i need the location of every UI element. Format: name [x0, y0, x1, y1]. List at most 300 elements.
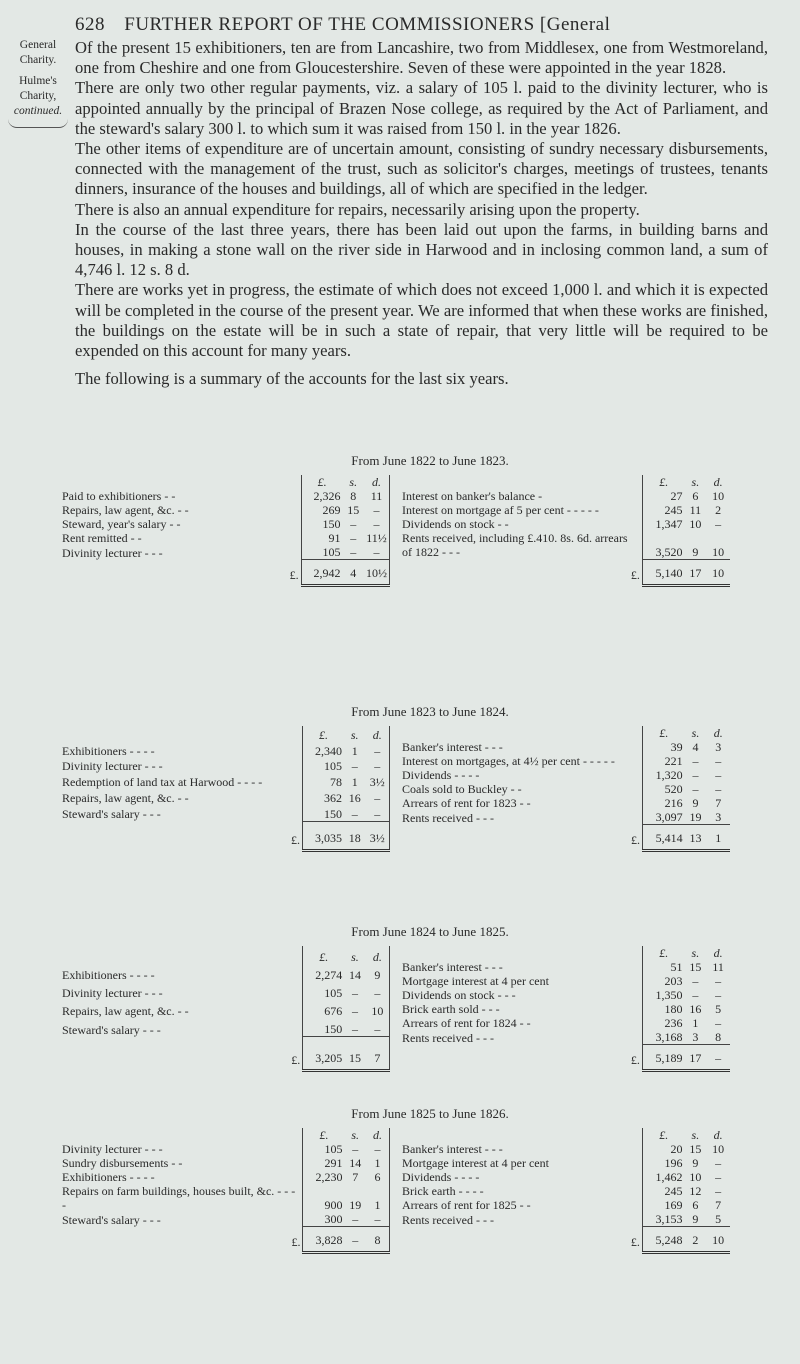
- left-side-table: [60, 1128, 390, 1258]
- pounds-value: 105: [301, 545, 342, 560]
- account-table: [60, 453, 760, 591]
- shillings-value: 14: [349, 1156, 362, 1170]
- pounds-value: 20: [642, 1142, 684, 1156]
- pounds-value: 245: [642, 1184, 684, 1198]
- account-caption: From June 1824 to June 1825.: [351, 924, 509, 939]
- shillings-value: 10: [689, 1170, 702, 1184]
- row-label: Exhibitioners - - - -: [62, 1170, 155, 1184]
- account-row: [400, 489, 730, 503]
- account-row: [60, 517, 390, 531]
- shillings-value: –: [352, 1142, 359, 1156]
- account-table: [60, 1106, 760, 1258]
- account-caption: From June 1825 to June 1826.: [351, 1106, 509, 1121]
- account-sides: [60, 475, 760, 591]
- total-row: [60, 821, 390, 850]
- pence-value: 1: [366, 1156, 390, 1170]
- account-row: [400, 1156, 730, 1170]
- total-shillings: 17: [685, 1045, 707, 1071]
- pounds-value: 105: [303, 982, 345, 1000]
- shillings-value: 6: [692, 489, 699, 504]
- pounds-value: 2,230: [303, 1170, 345, 1184]
- row-label: Repairs on farm buildings, houses built, &c. - - - -: [62, 1184, 296, 1212]
- pounds-value: 2,274: [303, 964, 345, 982]
- account-row: [60, 742, 390, 758]
- pounds-value: 196: [642, 1156, 684, 1170]
- account-caption: From June 1823 to June 1824.: [351, 704, 509, 719]
- row-label: Arrears of rent for 1823 - -: [402, 796, 531, 810]
- shillings-value: –: [692, 768, 699, 782]
- pounds-value: 216: [643, 796, 685, 810]
- shillings-value: –: [351, 806, 358, 821]
- account-table: [60, 704, 760, 856]
- paragraph: In the course of the last three years, there has been laid out upon the farms, in building barns and houses, in making a stone wall on the river side in Harwood and in inclosing common land, a sum of 4,746 l. 12 s. 8 d.: [75, 219, 768, 280]
- account-caption: From June 1822 to June 1823.: [351, 453, 509, 468]
- total-pence: 10½: [364, 560, 390, 586]
- pence-value: 11: [712, 960, 724, 974]
- pence-value: –: [364, 545, 390, 560]
- row-label: Steward's salary - - -: [62, 1212, 161, 1227]
- total-shillings: 18: [344, 821, 365, 850]
- row-label: Dividends - - - -: [402, 768, 480, 782]
- header-spacer: [60, 1128, 303, 1142]
- column-header: £.: [303, 946, 345, 964]
- account-row: [400, 531, 730, 559]
- shillings-value: –: [351, 1004, 358, 1019]
- account-row: [60, 1018, 390, 1037]
- pounds-value: 150: [301, 517, 342, 531]
- total-pounds: 3,828: [303, 1227, 345, 1253]
- shillings-value: 16: [689, 1002, 702, 1016]
- pounds-value: 362: [302, 789, 344, 805]
- right-side-table: [400, 946, 730, 1076]
- pence-value: –: [715, 1016, 722, 1030]
- account-table: [60, 924, 760, 1076]
- double-rule: [60, 1071, 390, 1077]
- pounds-value: 2,326: [301, 489, 342, 503]
- account-row: [400, 768, 730, 782]
- total-row: [60, 560, 390, 586]
- rule-spacer: [60, 1253, 303, 1259]
- account-row: [400, 1212, 730, 1227]
- column-header-row: [60, 946, 390, 964]
- margin-note: [4, 38, 72, 128]
- column-header: d.: [366, 1128, 390, 1142]
- rule-line: [642, 586, 730, 592]
- column-header: d.: [713, 475, 723, 490]
- column-header: d.: [364, 475, 390, 489]
- double-rule: [400, 1253, 730, 1259]
- running-header: [75, 14, 775, 36]
- row-label: Repairs, law agent, &c. - -: [62, 503, 189, 517]
- double-rule: [400, 851, 730, 857]
- row-label: Interest on banker's balance -: [402, 489, 543, 504]
- pence-value: –: [366, 1142, 390, 1156]
- pounds-value: 221: [643, 754, 685, 768]
- pence-value: –: [715, 768, 722, 782]
- total-shillings: 2: [685, 1227, 707, 1253]
- row-label: Arrears of rent for 1825 - -: [402, 1198, 531, 1212]
- account-row: [400, 503, 730, 517]
- pounds-value: 51: [642, 960, 684, 974]
- pounds-value: 291: [303, 1156, 345, 1170]
- pence-value: –: [715, 988, 722, 1002]
- shillings-value: 9: [692, 1156, 699, 1170]
- column-header-row: [60, 726, 390, 742]
- header-spacer: [60, 726, 302, 742]
- row-label: Divinity lecturer - - -: [62, 986, 163, 1001]
- row-label: Divinity lecturer - - -: [62, 545, 163, 560]
- pounds-value: 27: [642, 489, 684, 503]
- account-row: [400, 1198, 730, 1212]
- row-label: Exhibitioners - - - -: [62, 968, 155, 983]
- pounds-value: 676: [303, 1000, 345, 1018]
- header-spacer: [400, 946, 642, 960]
- row-label: Exhibitioners - - - -: [62, 743, 155, 758]
- pence-value: 10: [712, 544, 725, 559]
- column-header: s.: [350, 727, 359, 742]
- pence-value: –: [365, 758, 389, 774]
- column-header: £.: [301, 475, 342, 489]
- paragraph: Of the present 15 exhibitioners, ten are from Lancashire, two from Middlesex, one from Westmoreland, one from Cheshire and one from Gloucestershire. Seven of these were appointed in the year 1828.: [75, 38, 768, 78]
- account-row: [400, 974, 730, 988]
- shillings-value: 1: [351, 775, 358, 790]
- row-label: Brick earth - - - -: [402, 1184, 484, 1198]
- rule-line: [302, 851, 389, 857]
- total-shillings: 4: [343, 560, 364, 586]
- header-spacer: [60, 475, 301, 489]
- pence-value: –: [715, 1156, 722, 1170]
- column-header: £.: [642, 475, 684, 489]
- rule-line: [643, 851, 730, 857]
- pence-value: –: [366, 1018, 390, 1037]
- pence-value: 11½: [364, 531, 390, 545]
- column-header: d.: [366, 946, 390, 964]
- total-pence: 7: [366, 1037, 390, 1071]
- shillings-value: –: [351, 986, 358, 1001]
- account-row: [400, 1030, 730, 1045]
- account-row: [400, 796, 730, 810]
- account-row: [400, 988, 730, 1002]
- column-header-row: [400, 946, 730, 960]
- pence-value: –: [365, 789, 389, 805]
- account-row: [60, 1212, 390, 1227]
- shillings-value: 3: [692, 1030, 699, 1044]
- column-header: s.: [691, 726, 700, 740]
- row-label: Mortgage interest at 4 per cent: [402, 974, 549, 988]
- pence-value: 10: [712, 1142, 725, 1156]
- total-pence: 1: [706, 825, 730, 851]
- rule-spacer: [60, 851, 302, 857]
- paragraph: There is also an annual expenditure for repairs, necessarily arising upon the property.: [75, 199, 640, 219]
- shillings-value: 7: [352, 1170, 359, 1184]
- pence-value: –: [715, 1184, 722, 1198]
- account-row: [400, 740, 730, 754]
- shillings-value: –: [350, 531, 357, 545]
- column-header-row: [400, 1128, 730, 1142]
- shillings-value: –: [350, 517, 357, 531]
- account-row: [60, 503, 390, 517]
- pounds-value: 900: [303, 1184, 345, 1212]
- rule-line: [642, 1253, 730, 1259]
- pence-value: 6: [366, 1170, 390, 1184]
- left-side-table: [60, 726, 390, 856]
- pence-value: 9: [366, 964, 390, 982]
- pounds-value: 39: [643, 740, 685, 754]
- account-row: [400, 1002, 730, 1016]
- row-label: Rents received - - -: [402, 1212, 494, 1227]
- row-label: Arrears of rent for 1824 - -: [402, 1016, 531, 1030]
- row-label: Repairs, law agent, &c. - -: [62, 1004, 189, 1019]
- row-label: Banker's interest - - -: [402, 1142, 503, 1156]
- total-row: [400, 1045, 730, 1071]
- column-header-row: [60, 475, 390, 489]
- total-pence: 10: [706, 559, 730, 585]
- pounds-value: 2,340: [302, 742, 344, 758]
- page-number: 628: [75, 14, 105, 35]
- account-row: [60, 758, 390, 774]
- total-shillings: –: [344, 1227, 365, 1253]
- shillings-value: 15: [689, 1142, 702, 1156]
- shillings-value: 6: [692, 1198, 699, 1212]
- shillings-value: 19: [349, 1198, 362, 1212]
- pounds-value: 236: [642, 1016, 684, 1030]
- pounds-value: 150: [302, 805, 344, 821]
- pounds-value: 105: [302, 758, 344, 774]
- account-row: [60, 1156, 390, 1170]
- shillings-value: 15: [347, 503, 360, 517]
- account-sides: [60, 726, 760, 856]
- right-side-table: [400, 726, 730, 856]
- brace-decoration: [8, 119, 68, 128]
- body-text: [75, 38, 768, 389]
- shillings-value: –: [692, 988, 699, 1002]
- column-header: £.: [642, 946, 684, 960]
- row-label: Dividends on stock - - -: [402, 988, 516, 1002]
- row-label: Sundry disbursements - -: [62, 1156, 183, 1170]
- pence-value: 10: [712, 489, 725, 504]
- column-header: £.: [302, 726, 344, 742]
- pounds-value: 3,153: [642, 1212, 684, 1227]
- pence-value: 11: [364, 489, 390, 503]
- column-header: s.: [349, 475, 358, 489]
- margin-note-line: continued.: [13, 105, 63, 117]
- account-row: [60, 773, 390, 789]
- total-label: £.: [630, 1234, 640, 1249]
- pounds-value: 1,320: [643, 768, 685, 782]
- paragraph: The other items of expenditure are of uncertain amount, consisting of sundry necessary disbursements, connected with the management of the trust, such as solicitor's charges, meetings of trustees, tenants dinners, insurance of the houses and buildings, all of which are specified in the ledger.: [75, 139, 768, 199]
- column-header-row: [400, 726, 730, 740]
- total-shillings: 17: [685, 559, 707, 585]
- shillings-value: 14: [348, 968, 361, 983]
- total-pence: 8: [366, 1227, 390, 1253]
- shillings-value: –: [692, 782, 699, 796]
- row-label: Redemption of land tax at Harwood - - - -: [62, 775, 263, 790]
- rule-spacer: [60, 1071, 303, 1077]
- pence-value: –: [715, 1170, 722, 1184]
- total-label: £.: [631, 832, 641, 847]
- total-row: [60, 1037, 390, 1071]
- pence-value: 10: [366, 1000, 390, 1018]
- header-spacer: [400, 475, 642, 489]
- shillings-value: 16: [348, 790, 361, 805]
- total-row: [400, 559, 730, 585]
- row-label: Rents received, including £.410. 8s. 6d. arrears of 1822 - - -: [402, 531, 628, 560]
- shillings-value: –: [351, 759, 358, 774]
- shillings-value: 9: [692, 544, 699, 559]
- rule-line: [642, 1071, 730, 1077]
- column-header: s.: [691, 475, 700, 490]
- total-pence: 3½: [365, 821, 389, 850]
- shillings-value: 4: [692, 740, 699, 754]
- pence-value: –: [366, 1212, 390, 1227]
- shillings-value: 9: [692, 796, 699, 810]
- pence-value: –: [715, 782, 722, 796]
- shillings-value: –: [352, 1212, 359, 1226]
- pounds-value: 1,347: [642, 517, 684, 531]
- pounds-value: 3,520: [642, 531, 684, 559]
- pence-value: –: [365, 742, 389, 758]
- account-row: [60, 1142, 390, 1156]
- pence-value: 7: [715, 1198, 722, 1212]
- paragraph: There are works yet in progress, the estimate of which does not exceed 1,000 l. and which it is expected will be completed in the course of the present year. We are informed that when these works are finished, the buildings on the estate will be in such a state of repair, that very little will be required to be expended on this account for many years.: [75, 280, 768, 361]
- pence-value: –: [366, 982, 390, 1000]
- shillings-value: –: [351, 1022, 358, 1037]
- header-spacer: [400, 726, 643, 740]
- pounds-value: 180: [642, 1002, 684, 1016]
- pounds-value: 169: [642, 1198, 684, 1212]
- row-label: Dividends on stock - -: [402, 517, 509, 532]
- account-row: [60, 805, 390, 821]
- rule-spacer: [400, 1253, 642, 1259]
- shillings-value: 19: [689, 810, 702, 824]
- pence-value: 8: [715, 1030, 722, 1044]
- account-sides: [60, 946, 760, 1076]
- shillings-value: 11: [689, 503, 702, 518]
- pounds-value: 300: [303, 1212, 345, 1227]
- account-row: [400, 754, 730, 768]
- shillings-value: –: [692, 754, 699, 768]
- row-label: Steward's salary - - -: [62, 1022, 161, 1037]
- total-row: [400, 825, 730, 851]
- account-row: [60, 1000, 390, 1018]
- account-row: [60, 545, 390, 560]
- pounds-value: 1,462: [642, 1170, 684, 1184]
- total-label: £.: [630, 1052, 640, 1067]
- total-pence: 10: [706, 1227, 730, 1253]
- row-label: Banker's interest - - -: [402, 960, 503, 974]
- total-label: £.: [630, 567, 640, 582]
- pence-value: –: [364, 503, 390, 517]
- pounds-value: 269: [301, 503, 342, 517]
- row-label: Interest on mortgages, at 4½ per cent - - - - -: [402, 754, 615, 768]
- account-row: [400, 1016, 730, 1030]
- pence-value: 1: [366, 1184, 390, 1212]
- pence-value: 2: [715, 503, 722, 518]
- pounds-value: 3,168: [642, 1030, 684, 1045]
- total-pounds: 5,248: [642, 1227, 684, 1253]
- pence-value: 3: [715, 810, 722, 824]
- pounds-value: 150: [303, 1018, 345, 1037]
- paragraph: There are only two other regular payments, viz. a salary of 105 l. paid to the divinity lecturer, who is appointed annually by the principal of Brazen Nose college, as required by the Act of Parliament, and the steward's salary 300 l. to which sum it was raised from 150 l. in the year 1826.: [75, 78, 768, 138]
- account-row: [400, 782, 730, 796]
- account-row: [400, 517, 730, 531]
- total-row: [400, 1227, 730, 1253]
- account-row: [60, 982, 390, 1000]
- pence-value: –: [364, 517, 390, 531]
- row-label: Repairs, law agent, &c. - -: [62, 790, 189, 805]
- paragraph: The following is a summary of the accounts for the last six years.: [75, 369, 509, 389]
- double-rule: [60, 586, 390, 592]
- double-rule: [400, 586, 730, 592]
- total-label: £.: [291, 1052, 301, 1067]
- rule-line: [303, 1253, 390, 1259]
- column-header-row: [60, 1128, 390, 1142]
- account-row: [60, 531, 390, 545]
- column-header: d.: [713, 726, 723, 740]
- row-label: Mortgage interest at 4 per cent: [402, 1156, 549, 1170]
- pence-value: 7: [715, 796, 722, 810]
- total-pence: –: [706, 1045, 730, 1071]
- double-rule: [60, 851, 390, 857]
- column-header: s.: [351, 1128, 360, 1142]
- account-sides: [60, 1128, 760, 1258]
- rule-line: [301, 586, 389, 592]
- shillings-value: 9: [692, 1212, 699, 1226]
- column-header: d.: [365, 726, 389, 742]
- column-header-row: [400, 475, 730, 489]
- shillings-value: 8: [350, 489, 357, 503]
- row-label: Steward, year's salary - -: [62, 517, 181, 531]
- row-label: Paid to exhibitioners - -: [62, 489, 176, 503]
- shillings-value: 10: [689, 517, 702, 532]
- row-label: Rents received - - -: [402, 1030, 494, 1045]
- row-label: Steward's salary - - -: [62, 807, 161, 822]
- shillings-value: 1: [351, 743, 358, 758]
- total-label: £.: [289, 567, 299, 582]
- header-spacer: [60, 946, 303, 964]
- account-row: [400, 1170, 730, 1184]
- rule-spacer: [400, 851, 643, 857]
- column-header: £.: [642, 1128, 684, 1142]
- account-row: [60, 489, 390, 503]
- right-side-table: [400, 1128, 730, 1258]
- pounds-value: 91: [301, 531, 342, 545]
- shillings-value: 1: [692, 1016, 699, 1030]
- shillings-value: –: [350, 545, 357, 559]
- total-label: £.: [291, 1234, 301, 1249]
- rule-spacer: [400, 586, 642, 592]
- column-header: s.: [691, 1128, 700, 1142]
- pounds-value: 520: [643, 782, 685, 796]
- total-row: [60, 1227, 390, 1253]
- left-side-table: [60, 946, 390, 1076]
- double-rule: [60, 1253, 390, 1259]
- pounds-value: 105: [303, 1142, 345, 1156]
- account-row: [60, 789, 390, 805]
- pence-value: –: [715, 754, 722, 768]
- account-row: [60, 964, 390, 982]
- column-header: s.: [691, 946, 700, 960]
- pence-value: –: [715, 974, 722, 988]
- pence-value: 5: [715, 1212, 722, 1226]
- account-row: [400, 810, 730, 825]
- total-pounds: 5,189: [642, 1045, 684, 1071]
- column-header: s.: [351, 950, 359, 965]
- shillings-value: 15: [689, 960, 702, 974]
- rule-spacer: [400, 1071, 642, 1077]
- row-label: Rent remitted - -: [62, 531, 142, 545]
- shillings-value: –: [692, 974, 699, 988]
